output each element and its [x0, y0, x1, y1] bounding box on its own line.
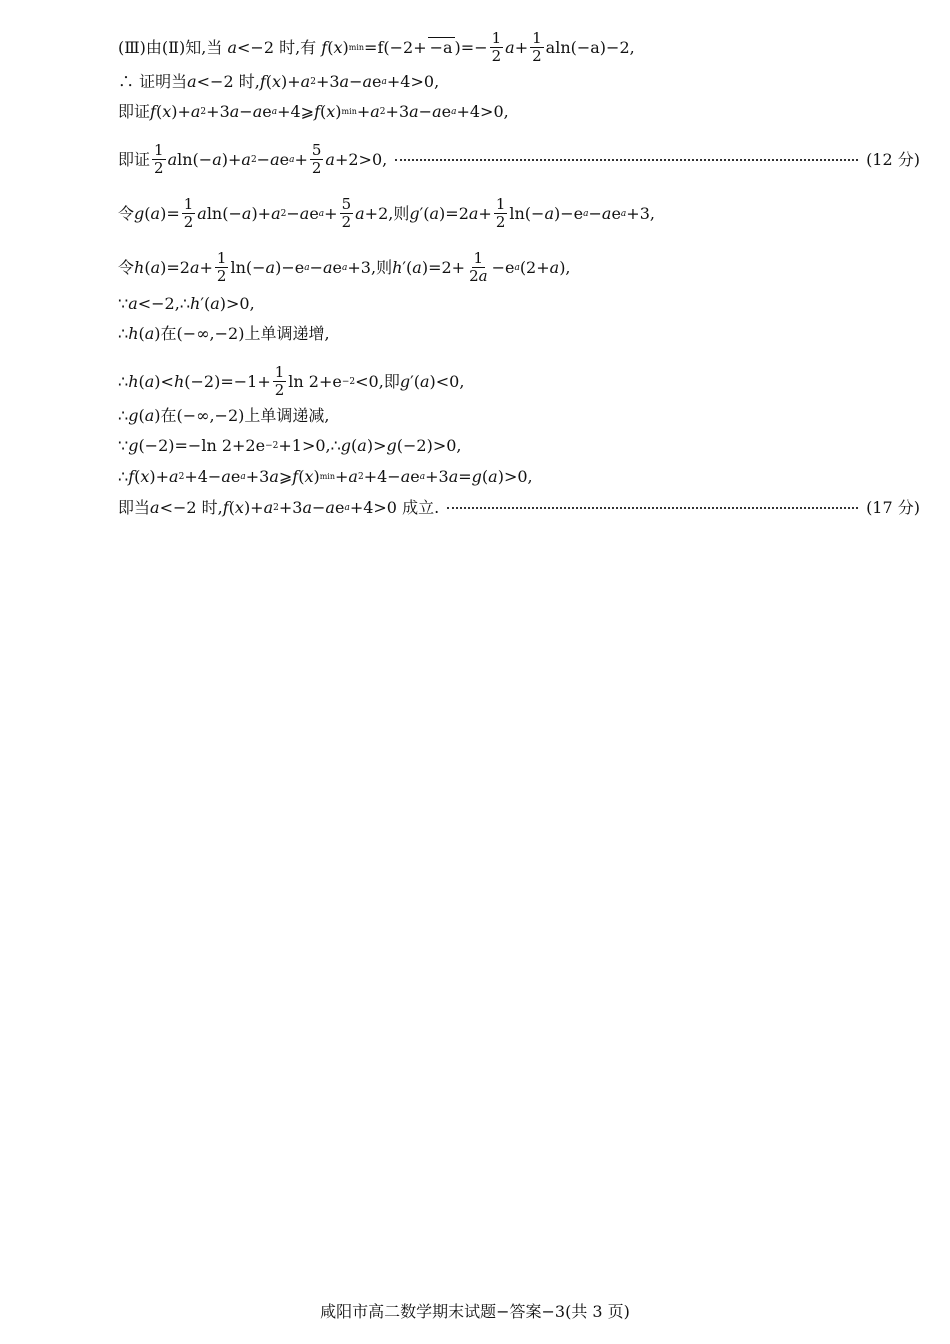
text: )−e — [275, 257, 305, 277]
text: < — [160, 371, 174, 391]
text: ⩾ — [278, 467, 293, 486]
solution-line-13: 即当 a <−2 时, f ( x )+ a 2 +3 a − a e a +4>0 成立. (17 分) — [118, 498, 920, 517]
solution-line-12: ∴ f ( x )+ a 2 +4− a e a +3 a ⩾ f ( x ) min + a 2 +4− a e a +3 a = g ( a ) >0, — [118, 467, 533, 486]
text: −e — [491, 257, 515, 277]
dotted-leader — [395, 159, 858, 161]
text: −a — [429, 38, 453, 57]
text: <0, — [435, 371, 465, 391]
numerator: 1 — [532, 29, 542, 47]
text: +3, — [626, 203, 655, 223]
text: =f(−2+ — [364, 37, 427, 57]
text: 令 — [118, 203, 135, 223]
text: )+ — [221, 149, 242, 169]
text: ∴ — [118, 371, 129, 391]
text: +4>0, — [456, 102, 509, 121]
text: +4>0, — [386, 72, 440, 91]
text: ∵ — [118, 436, 129, 455]
solution-line-5: 令 g ( a ) = $\frac{1}{2}$ a ln(− a )+ a 2 − a e a + $\frac{5}{2}$ a +2,则 g ′( a ) =2 a + $\frac{1}{2}$ ln(− a )−e a − a e a +3, — [118, 195, 655, 231]
text: + — [199, 257, 213, 277]
fraction — [490, 30, 504, 65]
text: + — [324, 203, 338, 223]
text: >0, — [225, 294, 255, 313]
text: 令 — [118, 257, 135, 277]
text: +3 — [206, 102, 230, 121]
text: 在(−∞,−2)上单调递增, — [160, 324, 330, 343]
text: ln(− — [509, 203, 545, 223]
score-label: (17 分) — [866, 498, 920, 517]
numerator: 1 — [491, 29, 502, 47]
var: a — [227, 37, 238, 57]
text: − — [312, 498, 326, 517]
solution-line-3: 即证 f ( x )+ a 2 +3 a − a e a +4⩾ f ( x ) min + a 2 +3 a − a e a +4>0, — [118, 102, 509, 121]
text: +4⩾ — [277, 102, 315, 121]
solution-line-2: ∴ 证明当 a <−2 时, f ( x )+ a 2 +3 a − a e a +4>0, — [118, 72, 440, 91]
denominator: 2 — [532, 47, 542, 65]
sqrt — [428, 37, 455, 58]
text: − — [309, 257, 323, 277]
text: − — [418, 102, 433, 121]
text: +2>0, — [334, 149, 388, 169]
text: =2 — [445, 203, 469, 223]
score-label: (12 分) — [866, 149, 920, 169]
solution-line-11: ∵ g (−2) =−ln 2+2e −2 +1>0,∴ g ( a ) > g (−2) >0, — [118, 436, 462, 455]
text: − — [239, 102, 253, 121]
text: 即证 — [118, 102, 151, 121]
text: +3 — [385, 102, 410, 121]
text: <0,即 — [355, 371, 400, 391]
text: +3 — [245, 467, 270, 486]
text: = — [166, 203, 180, 223]
text: = — [458, 467, 472, 486]
fraction: $\frac{5}{2}$ — [341, 195, 352, 231]
text: <−2 时,有 — [237, 37, 317, 57]
text: − — [256, 149, 271, 169]
fraction: $\frac{5}{2}$ — [311, 141, 322, 177]
text: <−2 时, — [159, 498, 223, 517]
text: + — [514, 37, 529, 57]
fraction: $\frac{1}{2}$ — [274, 363, 285, 399]
text: )+ — [251, 203, 272, 223]
text: ln 2+e — [288, 371, 342, 391]
text: +4− — [184, 467, 222, 486]
text: )=− — [454, 37, 488, 57]
text: +3 — [315, 72, 340, 91]
text: =2+ — [428, 257, 466, 277]
text: <−2,∴ — [137, 294, 190, 313]
text: aln(−a)−2, — [545, 37, 635, 57]
text: +3 — [425, 467, 449, 486]
text: (2+ — [519, 257, 550, 277]
solution-line-8: ∴ h ( a ) 在(−∞,−2)上单调递增, — [118, 324, 330, 343]
dotted-leader — [447, 507, 858, 509]
text: +2,则 — [364, 203, 410, 223]
fraction: $\frac{1}{2}$ — [216, 249, 227, 285]
solution-line-9: ∴ h ( a ) < h (−2) =−1+ $\frac{1}{2}$ ln 2+e −2 <0,即 g ′( a ) <0, — [118, 363, 465, 399]
text: )−e — [554, 203, 584, 223]
text: − — [588, 203, 602, 223]
var: f — [321, 37, 328, 57]
text: ), — [559, 257, 571, 277]
text: − — [349, 72, 363, 91]
solution-line-4: 即证 $\frac{1}{2}$ a ln(− a )+ a 2 − a e a + $\frac{5}{2}$ a +2>0, (12 分) — [118, 141, 920, 177]
text: ∴ — [118, 324, 129, 343]
fraction: $\frac{1}{2}$ — [183, 195, 194, 231]
denominator: 2 — [491, 47, 502, 65]
text: +4− — [363, 467, 401, 486]
fraction: $\frac{1}{2}$ — [154, 141, 164, 177]
text: − — [286, 203, 300, 223]
text: ∴ — [118, 467, 129, 486]
text: + — [294, 149, 308, 169]
text: +3,则 — [347, 257, 393, 277]
var: a — [505, 37, 515, 57]
text: 即证 — [118, 149, 151, 169]
text: >0, — [503, 467, 533, 486]
solution-line-6: 令 h ( a ) =2 a + $\frac{1}{2}$ ln(− a )−e a − a e a +3,则 h ′( a ) =2+ $\frac{1}{2a}$ −e a (2+ a ), — [118, 249, 571, 285]
text: 在(−∞,−2)上单调递减, — [160, 406, 330, 425]
text: 即当 — [118, 498, 151, 517]
text: <−2 时, — [196, 72, 260, 91]
fraction — [530, 30, 544, 65]
fraction: $\frac{1}{2}$ — [495, 195, 506, 231]
text: +4>0 成立. — [349, 498, 440, 517]
text: ln(− — [177, 149, 213, 169]
text: > — [373, 436, 387, 455]
text: ∴ — [118, 406, 129, 425]
solution-line-7: ∵ a <−2,∴ h ′( a ) >0, — [118, 294, 255, 313]
text: =−ln 2+2e — [174, 436, 266, 455]
text: =2 — [166, 257, 190, 277]
text: ∵ — [118, 294, 129, 313]
solution-line-10: ∴ g ( a ) 在(−∞,−2)上单调递减, — [118, 406, 330, 425]
solution-line-1: (Ⅲ)由(Ⅱ)知,当 a <−2 时,有 f ( x ) min =f(−2+ −a )=− $\frac{1}{2}$ a + $\frac{1}{2}$ aln(−a)−2, — [118, 29, 635, 65]
text: ∴ 证明当 — [118, 72, 188, 91]
text: ln(− — [230, 257, 266, 277]
text: + — [478, 203, 492, 223]
text: +1>0,∴ — [278, 436, 341, 455]
text: >0, — [432, 436, 462, 455]
page-footer: 咸阳市高二数学期末试题−答案−3(共 3 页) — [320, 1302, 630, 1321]
text: ln(− — [206, 203, 242, 223]
var: x — [333, 37, 343, 57]
fraction: $\frac{1}{2a}$ — [469, 249, 488, 285]
text: (Ⅲ)由(Ⅱ)知,当 — [118, 37, 223, 57]
text: +3 — [278, 498, 303, 517]
text: =−1+ — [220, 371, 271, 391]
